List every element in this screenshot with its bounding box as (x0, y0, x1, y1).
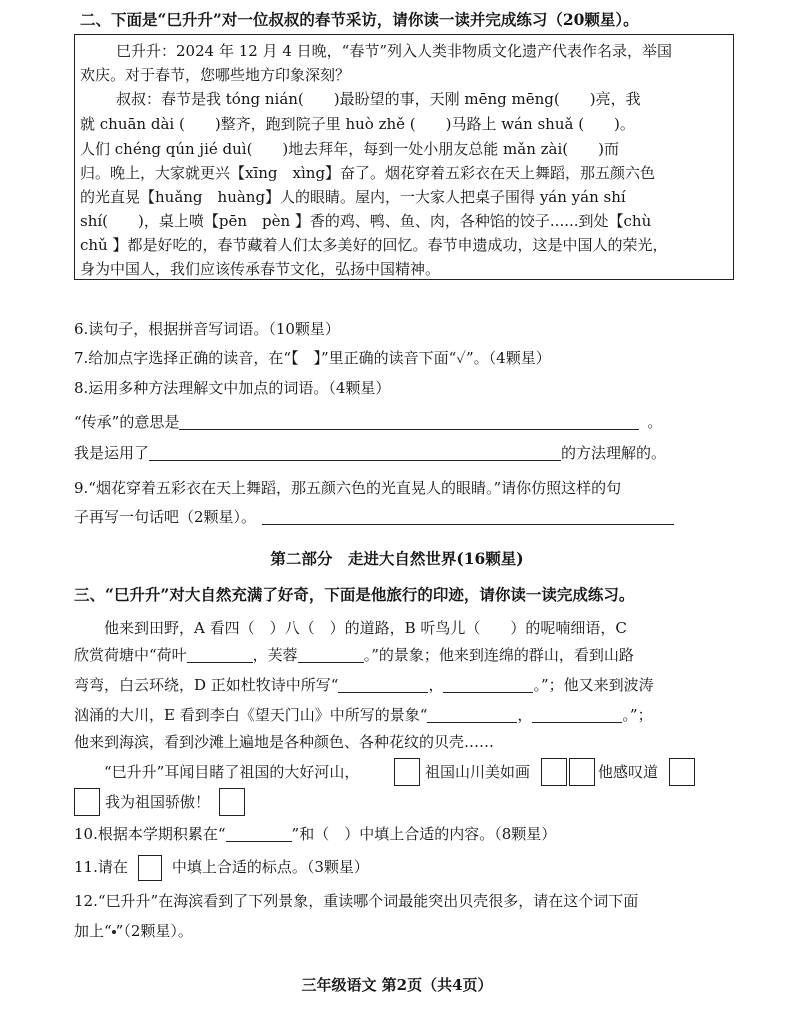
section3-para-line-6b: 祖国山川美如画 (425, 763, 531, 781)
page-footer: 三年级语文 第2页（共4页） (301, 976, 493, 994)
section3-para-line-4 (74, 704, 653, 726)
question-12-prefix: 加上“ (74, 922, 112, 940)
question-9-line-2 (74, 506, 674, 528)
section3-para-line-7: 我为祖国骄傲！ (105, 793, 211, 811)
question-10-prefix: 10.根据本学期积累在“ (74, 825, 226, 843)
passage-line-6: 归。晚上，大家就更兴【xīng xìng】奋了。烟花穿着五彩衣在天上舞蹈，那五颜六色 (80, 164, 656, 182)
li-bai-line2-blank[interactable] (532, 706, 622, 723)
passage-line-7: 的光直晃【huǎng huàng】人的眼睛。屋内，一大家人把桌子围得 yán yán shí (80, 188, 626, 206)
punctuation-box-3[interactable] (569, 758, 595, 786)
question-12-line-1: 12.“巳升升”在海滨看到了下列景象，重读哪个词最能突出贝壳很多，请在这个词下面 (74, 892, 639, 910)
q8-method-line (74, 442, 666, 464)
q8-meaning-end: 。 (647, 413, 663, 431)
question-8: 8.运用多种方法理解文中加点的词语。（4颗星） (74, 379, 391, 397)
q8-method-blank[interactable] (149, 444, 561, 461)
passage-line-8: shí( )，桌上喷【pēn pèn 】香的鸡、鸭、鱼、肉，各种馅的饺子......到处【chù (80, 212, 652, 230)
lotus-leaf-blank[interactable] (187, 646, 253, 663)
part2-title: 第二部分 走进大自然世界(16颗星) (270, 549, 524, 568)
question-9-line-1: 9.“烟花穿着五彩衣在天上舞蹈，那五颜六色的光直晃人的眼睛。”请你仿照这样的句 (74, 479, 622, 497)
section3-heading: 三、“巳升升”对大自然充满了好奇，下面是他旅行的印迹，请你读一读完成练习。 (74, 585, 635, 604)
question-12-line-2 (74, 920, 193, 942)
punctuation-box-5[interactable] (74, 788, 100, 816)
question-11 (74, 855, 369, 881)
question-10-sample-blank (226, 825, 292, 842)
passage-line-10: 身为中国人，我们应该传承春节文化，弘扬中国精神。 (80, 260, 441, 278)
section3-para-line-2 (74, 644, 634, 666)
du-mu-poem-prefix: 弯弯，白云环绕，D 正如杜牧诗中所写“ (74, 676, 339, 694)
question-10 (74, 823, 556, 845)
question-11-suffix: 中填上合适的标点。（3颗星） (171, 858, 369, 876)
li-bai-poem-prefix: 汹涌的大川，E 看到李白《望天门山》中所写的景象“ (74, 706, 428, 724)
punctuation-box-6[interactable] (219, 788, 245, 816)
q8-meaning-blank[interactable] (179, 413, 639, 430)
passage-line-5: 人们 chéng qún jié duì( )地去拜年，每到一处小朋友总能 mǎn zài( )而 (80, 140, 619, 158)
passage-line-3: 叔叔：春节是我 tóng nián( )最盼望的事，天刚 mēng mēng( )亮，我 (116, 90, 641, 108)
punctuation-box-2[interactable] (541, 758, 567, 786)
punctuation-box-1[interactable] (394, 758, 420, 786)
du-mu-poem-suffix: 。”；他又来到波涛 (533, 676, 654, 694)
q9-answer-blank[interactable] (262, 508, 674, 525)
q8-meaning-line (74, 411, 662, 433)
q8-meaning-prompt: “传承”的意思是 (74, 413, 180, 431)
lotus-poem-middle: ，芙蓉 (252, 646, 298, 664)
passage-line-4: 就 chuān dài ( )整齐，跑到院子里 huò zhě ( )马路上 wán shuǎ ( )。 (80, 115, 635, 133)
du-mu-line2-blank[interactable] (443, 676, 533, 693)
section3-para-line-5: 他来到海滨，看到沙滩上遍地是各种颜色、各种花纹的贝壳…… (74, 733, 495, 751)
q8-method-prompt: 我是运用了 (74, 444, 150, 462)
section3-para-line-1: 他来到田野，A 看四（ ）八（ ）的道路，B 听鸟儿（ ）的呢喃细语，C (104, 619, 627, 637)
question-11-sample-box (138, 855, 162, 881)
question-9-prompt: 子再写一句话吧（2颗星）。 (74, 508, 257, 526)
du-mu-line1-blank[interactable] (338, 676, 428, 693)
lotus-flower-blank[interactable] (298, 646, 364, 663)
question-10-suffix: ”和（ ）中填上合适的内容。（8颗星） (291, 825, 557, 843)
section3-para-line-6a: “巳升升”耳闻目睹了祖国的大好河山， (104, 763, 360, 781)
lotus-poem-suffix: 。”的景象；他来到连绵的群山，看到山路 (363, 646, 634, 664)
li-bai-line1-blank[interactable] (427, 706, 517, 723)
question-7: 7.给加点字选择正确的读音，在“【 】”里正确的读音下面“✓”。（4颗星） (74, 349, 551, 367)
section2-heading: 二、下面是“巳升升”对一位叔叔的春节采访，请你读一读并完成练习（20颗星）。 (80, 10, 639, 29)
section3-para-line-3 (74, 674, 654, 696)
section3-para-line-6c: 他感叹道 (598, 763, 659, 781)
passage-line-1: 巳升升：2024 年 12 月 4 日晚，“春节”列入人类非物质文化遗产代表作名录，举国 (116, 42, 672, 60)
passage-line-9: chǔ 】都是好吃的，春节藏着人们太多美好的回忆。春节申遗成功，这是中国人的荣光， (80, 236, 668, 254)
li-bai-poem-comma: ， (517, 706, 533, 724)
li-bai-poem-suffix: 。”； (622, 706, 653, 724)
question-6: 6.读句子，根据拼音写词语。（10颗星） (74, 320, 340, 338)
question-12-suffix: ”（2颗星）。 (115, 922, 193, 940)
question-11-prefix: 11.请在 (74, 858, 128, 876)
lotus-poem-prefix: 欣赏荷塘中“荷叶 (74, 646, 187, 664)
passage-line-2: 欢庆。对于春节，您哪些地方印象深刻？ (80, 66, 351, 84)
q8-method-end: 的方法理解的。 (561, 444, 667, 462)
punctuation-box-4[interactable] (669, 758, 695, 786)
du-mu-poem-comma: ， (428, 676, 444, 694)
